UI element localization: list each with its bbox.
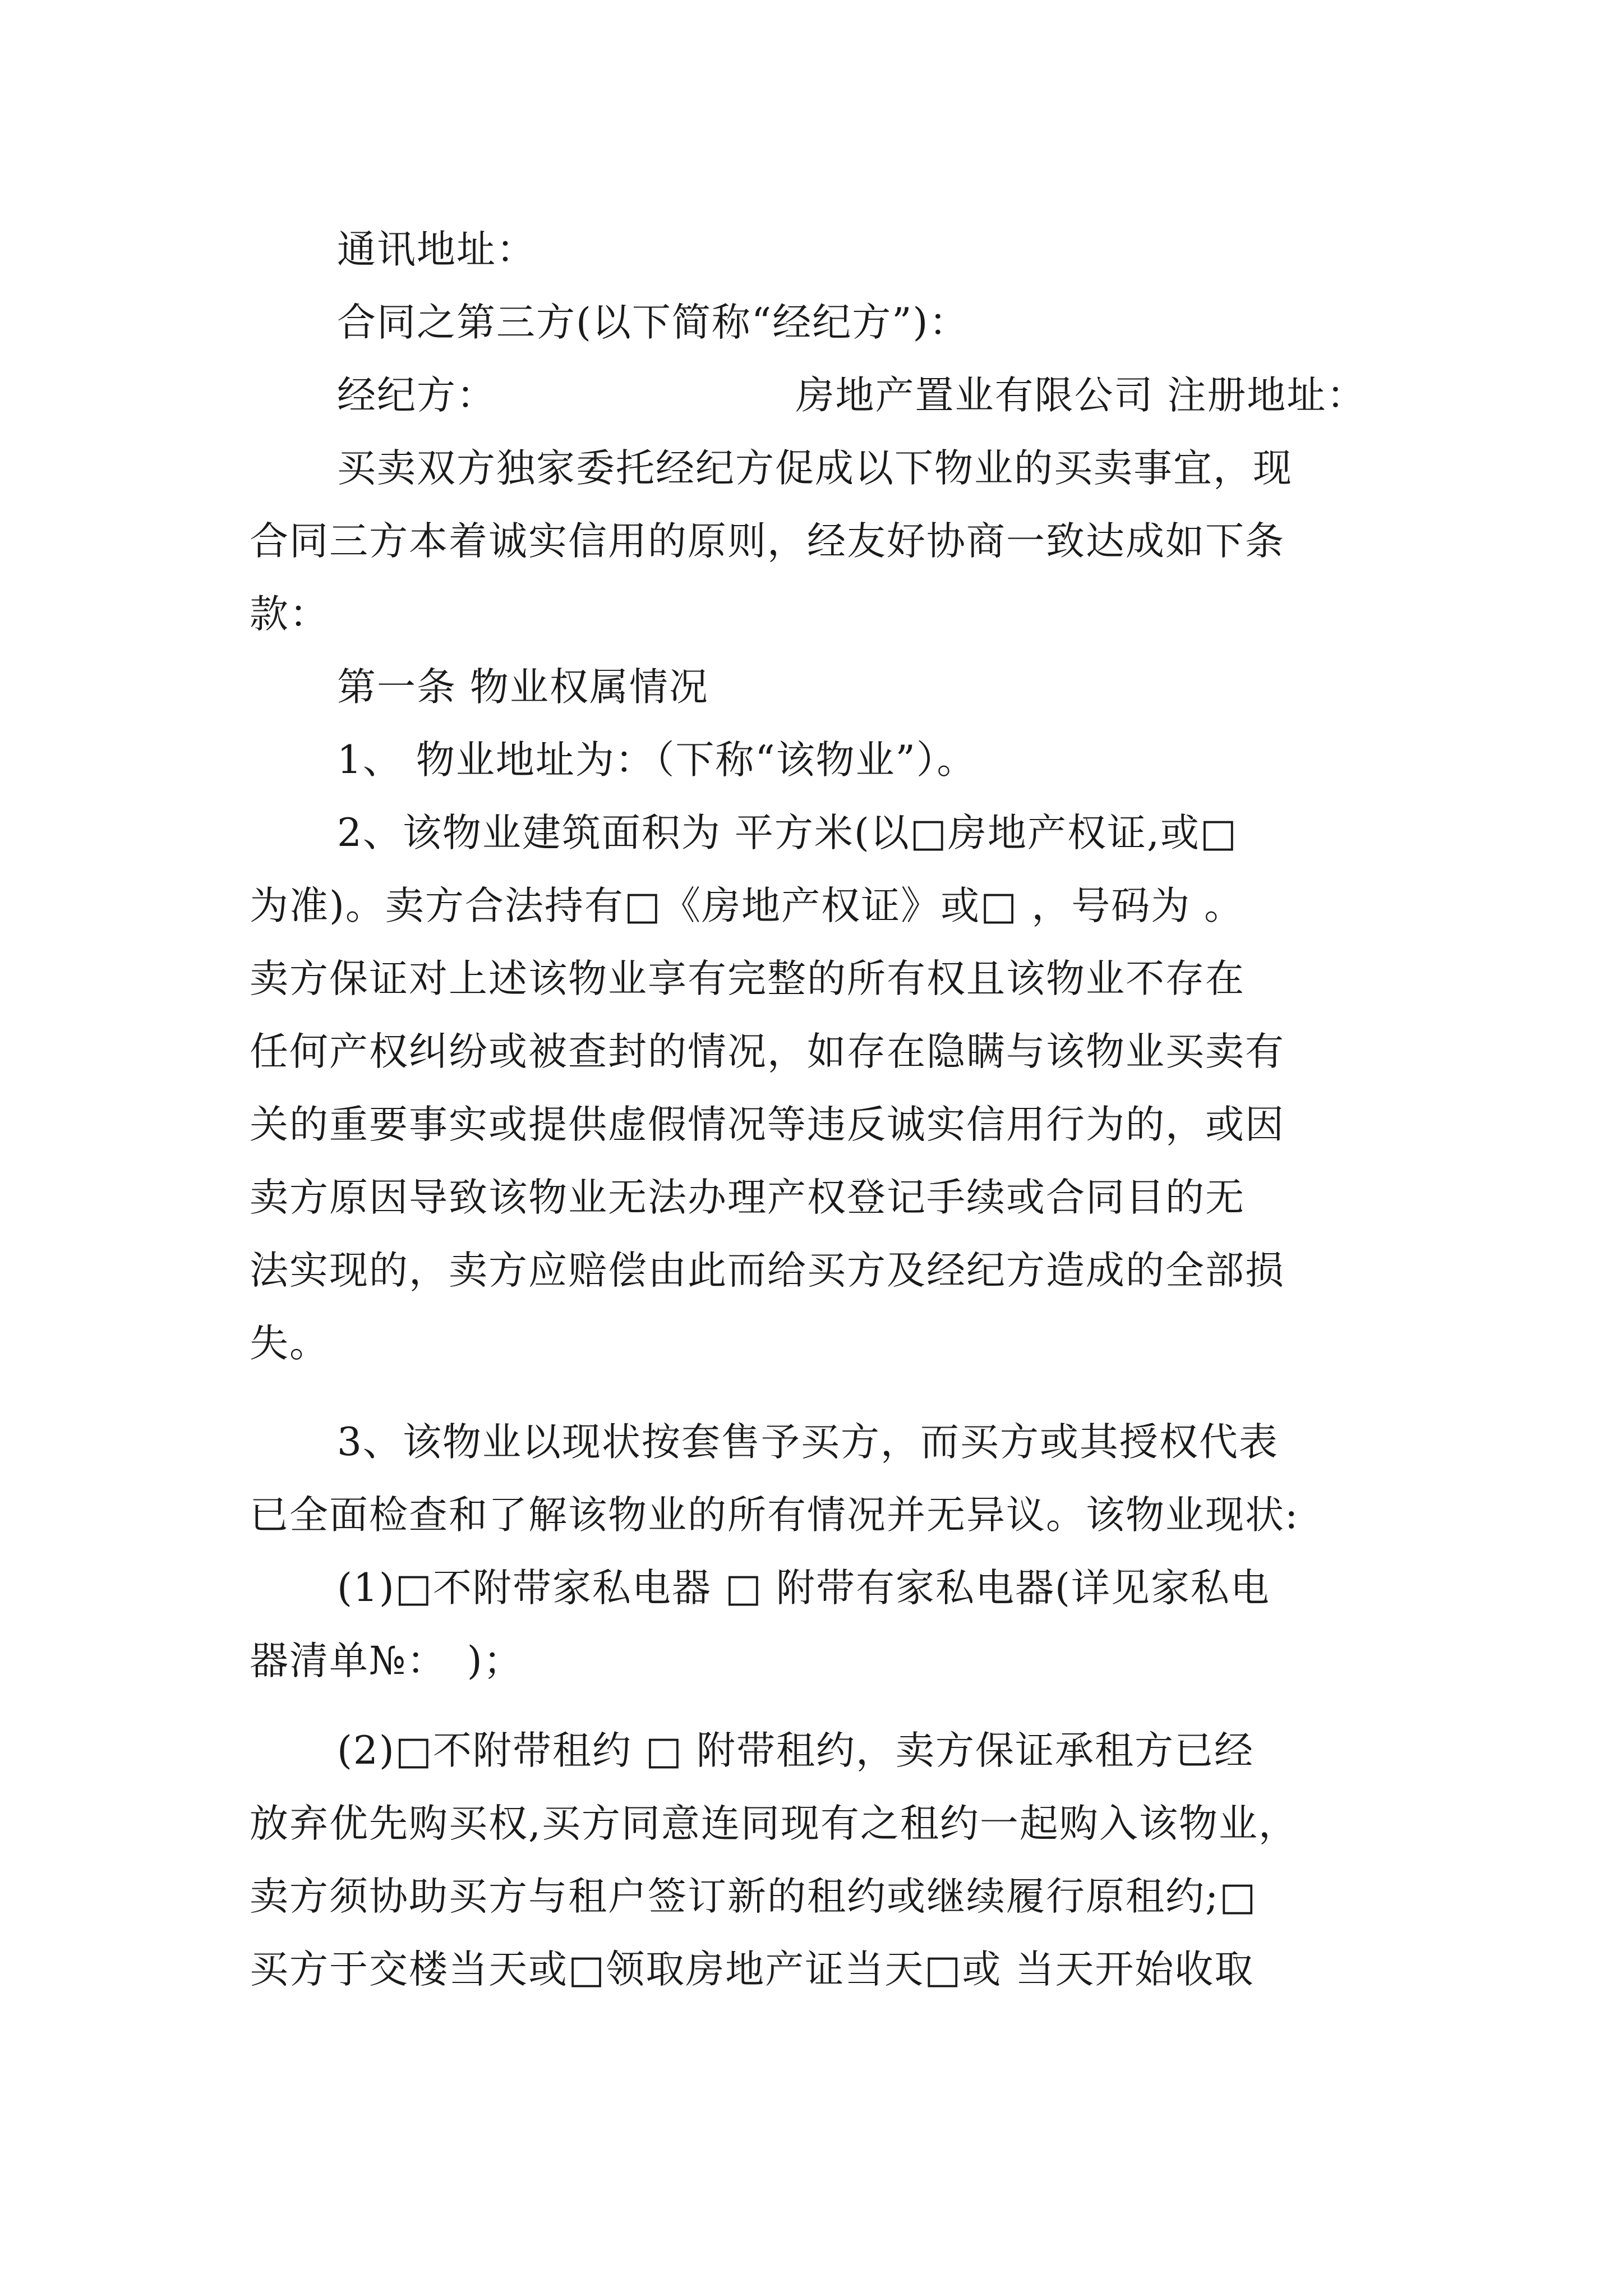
paragraph-line: 合同三方本着诚实信用的原则，经友好协商一致达成如下条 <box>250 519 1285 564</box>
paragraph-line: 卖方保证对上述该物业享有完整的所有权且该物业不存在 <box>250 956 1245 1001</box>
document-body <box>250 213 1377 2006</box>
paragraph-line: 失。 <box>250 1321 329 1366</box>
item-1-line: (1)□不附带家私电器 □ 附带有家私电器(详见家私电 <box>337 1566 1270 1611</box>
paragraph-line: 器清单№： )； <box>250 1639 523 1683</box>
paragraph-line: 买卖双方独家委托经纪方促成以下物业的买卖事宜，现 <box>337 446 1293 491</box>
agent-line: 经纪方： 房地产置业有限公司 注册地址： <box>337 373 1367 418</box>
clause-1-line: 1、 物业地址为：（下称“该物业”）。 <box>337 738 977 783</box>
paragraph-line: 卖方须协助买方与租户签订新的租约或继续履行原租约;□ <box>250 1874 1257 1919</box>
paragraph-line: 已全面检查和了解该物业的所有情况并无异议。该物业现状: <box>250 1493 1299 1538</box>
paragraph-line: 买方于交楼当天或□领取房地产证当天□或 当天开始收取 <box>250 1947 1255 1992</box>
item-2-line: (2)□不附带租约 □ 附带租约，卖方保证承租方已经 <box>337 1728 1254 1773</box>
clause-2-line: 2、该物业建筑面积为 平方米(以□房地产权证,或□ <box>337 811 1238 855</box>
paragraph-line: 法实现的，卖方应赔偿由此而给买方及经纪方造成的全部损 <box>250 1248 1285 1293</box>
contact-address-line: 通讯地址： <box>337 227 536 272</box>
paragraph-line: 关的重要事实或提供虚假情况等违反诚实信用行为的，或因 <box>250 1102 1285 1147</box>
paragraph-line: 款： <box>250 592 329 637</box>
paragraph-line: 卖方原因导致该物业无法办理产权登记手续或合同目的无 <box>250 1175 1245 1220</box>
paragraph-line: 为准)。卖方合法持有□《房地产权证》或□ ，号码为 。 <box>250 884 1244 928</box>
clause-3-line: 3、该物业以现状按套售予买方，而买方或其授权代表 <box>337 1420 1279 1465</box>
paragraph-line: 任何产权纠纷或被查封的情况，如存在隐瞒与该物业买卖有 <box>250 1029 1285 1074</box>
third-party-line: 合同之第三方(以下简称“经纪方”)： <box>337 300 969 345</box>
article-heading: 第一条 物业权属情况 <box>337 665 709 710</box>
paragraph-line: 放弃优先购买权,买方同意连同现有之租约一起购入该物业， <box>250 1801 1298 1846</box>
